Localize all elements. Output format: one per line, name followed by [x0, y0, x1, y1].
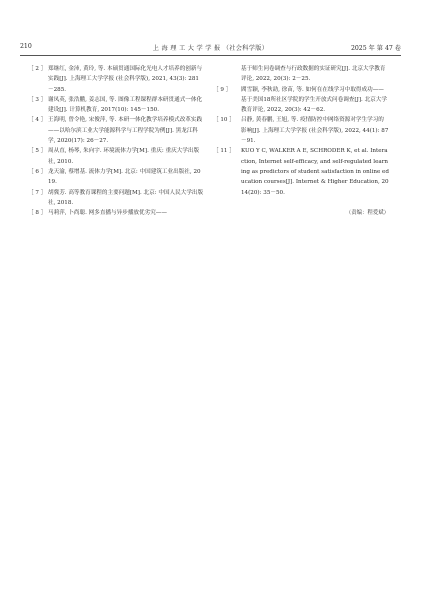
reference-item: [28, 208, 204, 218]
reference-text: 周从直, 杨琴, 朱向宇. 环境流体力学[M]. 重庆: 重庆大学出版社, 2010.: [48, 148, 200, 165]
reference-text: 胡冀芳. 高等教育课程的主要问题[M]. 北京: 中国人民大学出版社, 2018.: [48, 189, 204, 206]
left-column-references: [28, 64, 204, 218]
reference-number: ［ 8 ］: [28, 210, 47, 217]
reference-item: [28, 115, 204, 146]
reference-text: 马莉萍, 卜尚聪. 网多直播与异步播放优劣究——: [48, 210, 167, 217]
reference-item: [28, 64, 204, 95]
reference-item: [28, 188, 204, 209]
reference-number: ［ 9 ］: [213, 86, 232, 93]
reference-number: ［ 5 ］: [28, 148, 47, 155]
running-header: [20, 43, 401, 53]
page-number: 210: [20, 43, 32, 50]
reference-text: KUO Y C, WALKER A E, SCHRODER K, et al. Interaction, Internet self-efficacy, and self-regulated learning as predictors of student satisfaction in online education courses[J]. Internet & Higher Education, 2014(20): 35－50.: [241, 148, 389, 196]
reference-number: ［ 2 ］: [28, 66, 47, 72]
reference-item: [28, 167, 204, 188]
reference-text: 閻雪颖, 李秋劼, 徐苗, 等. 如何在在线学习中取得成功——基于美国18所社区学院的学生开放式问卷调查[J]. 北京大学教育评论, 2022, 20(3): 42－62.: [241, 86, 387, 114]
reference-number: ［ 4 ］: [28, 117, 47, 124]
reference-item: [213, 146, 389, 197]
reference-text: 王海明, 曾令艳, 宋俊萍, 等. 本研一体化教学培养模式改革实践——以哈尔滨工业大学能源科学与工程学院为例[J]. 黑龙江科学, 2020(17): 26－27.: [48, 117, 203, 145]
journal-title: 上 海 理 工 大 学 学 报 （社会科学版）: [152, 45, 269, 52]
right-column-references: [213, 64, 389, 218]
header-rule: [20, 55, 401, 56]
reference-number: ［ 7 ］: [28, 189, 47, 196]
editor-credit: （责编：程爱斌）: [345, 209, 389, 216]
reference-text: 龙天渝, 蔡增基. 流体力学[M]. 北京: 中国建筑工业出版社, 2019.: [48, 168, 201, 186]
reference-number: ［ 11 ］: [213, 148, 235, 155]
reference-item: [28, 146, 204, 167]
reference-continuation: 基于师生问卷调查与行政数据的实证研究[J]. 北京大学教育评论, 2022, 20(3): 2－25.: [241, 66, 386, 83]
reference-number: ［ 6 ］: [28, 168, 47, 175]
reference-item: [213, 115, 389, 146]
reference-item: [213, 85, 389, 116]
reference-item: [28, 95, 204, 116]
reference-number: ［ 3 ］: [28, 96, 47, 103]
reference-text: 吕静, 黄春鹏, 王旭, 等. 疫情防控中网络资源对学生学习的影响[J]. 上海理工大学学报 (社会科学版), 2022, 44(1): 87－91.: [241, 117, 389, 145]
reference-text: 郑继红, 金沛, 黄玲, 等. 本硕贯通国际化光电人才培养的创新与实践[J]. 上海理工大学学报 (社会科学版), 2021, 43(3): 281－285.: [48, 66, 203, 93]
reference-text: 谢凤英, 张浩鹏, 姜志国, 等. 图像工程课程群本研贯通式一体化建设[J]. 计算机教育, 2017(10): 145－150.: [48, 96, 203, 114]
volume-label: 2025 年 第 47 卷: [350, 45, 401, 52]
reference-number: ［ 10 ］: [213, 117, 235, 124]
